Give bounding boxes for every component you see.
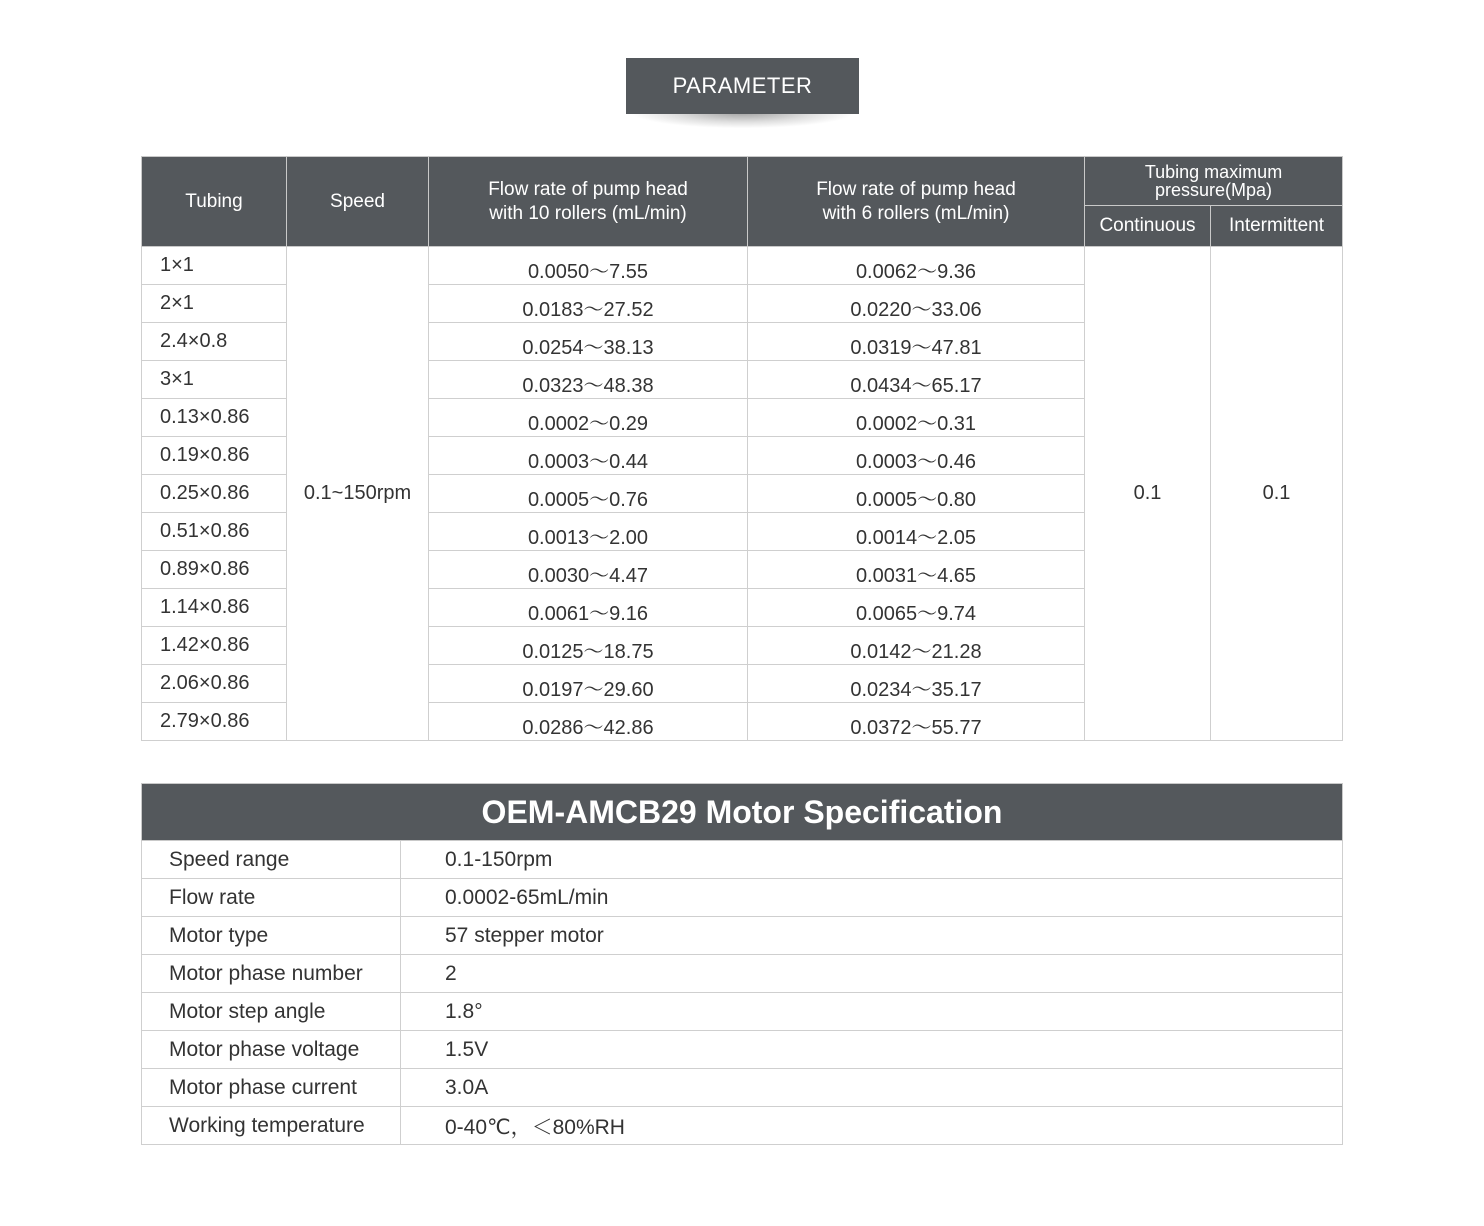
flow-10-rollers-cell: 0.0254～38.13: [429, 323, 748, 361]
flow-10-rollers-cell: 0.0002～0.29: [429, 399, 748, 437]
header-intermittent: Intermittent: [1211, 206, 1343, 247]
flow-10-rollers-cell: 0.0323～48.38: [429, 361, 748, 399]
header-speed: Speed: [287, 157, 429, 247]
parameter-badge-title: PARAMETER: [626, 58, 859, 114]
flow-6-rollers-cell: 0.0234～35.17: [748, 665, 1085, 703]
tubing-cell: 2×1: [142, 285, 287, 323]
spec-row: [142, 841, 1343, 879]
spec-label: Motor phase voltage: [142, 1031, 401, 1069]
flow-6-rollers-cell: 0.0220～33.06: [748, 285, 1085, 323]
flow-10-rollers-cell: 0.0003～0.44: [429, 437, 748, 475]
tubing-cell: 0.13×0.86: [142, 399, 287, 437]
spec-label: Motor step angle: [142, 993, 401, 1031]
header-pressure-line-1: Tubing maximum: [1144, 162, 1283, 182]
spec-row: [142, 1069, 1343, 1107]
flow-6-rollers-cell: 0.0003～0.46: [748, 437, 1085, 475]
header-flow-6-line-2: with 6 rollers (mL/min): [822, 202, 1010, 224]
flow-10-rollers-cell: 0.0013～2.00: [429, 513, 748, 551]
spec-value: 0-40℃，＜80%RH: [401, 1107, 1343, 1145]
motor-spec-table: [141, 783, 1343, 1145]
spec-label: Speed range: [142, 841, 401, 879]
spec-value: 57 stepper motor: [401, 917, 1343, 955]
header-flow-10-rollers: [429, 157, 748, 247]
continuous-pressure-cell: 0.1: [1085, 247, 1211, 741]
spec-row: [142, 993, 1343, 1031]
tubing-cell: 3×1: [142, 361, 287, 399]
tubing-cell: 2.06×0.86: [142, 665, 287, 703]
spec-value: 0.1-150rpm: [401, 841, 1343, 879]
flow-10-rollers-cell: 0.0030～4.47: [429, 551, 748, 589]
spec-value: 1.8°: [401, 993, 1343, 1031]
flow-10-rollers-cell: 0.0125～18.75: [429, 627, 748, 665]
tubing-cell: 1.42×0.86: [142, 627, 287, 665]
flow-6-rollers-cell: 0.0319～47.81: [748, 323, 1085, 361]
spec-label: Flow rate: [142, 879, 401, 917]
spec-row: [142, 955, 1343, 993]
tubing-cell: 1.14×0.86: [142, 589, 287, 627]
flow-10-rollers-cell: 0.0061～9.16: [429, 589, 748, 627]
flow-6-rollers-cell: 0.0031～4.65: [748, 551, 1085, 589]
spec-value: 0.0002-65mL/min: [401, 879, 1343, 917]
spec-label: Working temperature: [142, 1107, 401, 1145]
tubing-cell: 0.19×0.86: [142, 437, 287, 475]
speed-cell: 0.1~150rpm: [287, 247, 429, 741]
flow-6-rollers-cell: 0.0014～2.05: [748, 513, 1085, 551]
header-tubing: Tubing: [142, 157, 287, 247]
intermittent-pressure-cell: 0.1: [1211, 247, 1343, 741]
header-flow-10-line-1: Flow rate of pump head: [488, 178, 688, 200]
spec-label: Motor type: [142, 917, 401, 955]
flow-10-rollers-cell: 0.0183～27.52: [429, 285, 748, 323]
tubing-cell: 2.4×0.8: [142, 323, 287, 361]
tubing-cell: 1×1: [142, 247, 287, 285]
header-tubing-pressure: [1085, 157, 1343, 206]
flow-10-rollers-cell: 0.0286～42.86: [429, 703, 748, 741]
header-flow-6-line-1: Flow rate of pump head: [816, 178, 1016, 200]
spec-row: [142, 1031, 1343, 1069]
flow-6-rollers-cell: 0.0434～65.17: [748, 361, 1085, 399]
flow-10-rollers-cell: 0.0197～29.60: [429, 665, 748, 703]
flow-6-rollers-cell: 0.0062～9.36: [748, 247, 1085, 285]
tubing-cell: 2.79×0.86: [142, 703, 287, 741]
tubing-cell: 0.25×0.86: [142, 475, 287, 513]
header-flow-10-line-2: with 10 rollers (mL/min): [489, 202, 687, 224]
header-pressure-line-2: pressure(Mpa): [1154, 180, 1273, 200]
flow-6-rollers-cell: 0.0372～55.77: [748, 703, 1085, 741]
tubing-cell: 0.51×0.86: [142, 513, 287, 551]
spec-row: [142, 1107, 1343, 1145]
flow-10-rollers-cell: 0.0050～7.55: [429, 247, 748, 285]
flow-6-rollers-cell: 0.0005～0.80: [748, 475, 1085, 513]
table-row: [142, 247, 1343, 285]
spec-row: [142, 917, 1343, 955]
spec-row: [142, 879, 1343, 917]
spec-label: Motor phase current: [142, 1069, 401, 1107]
spec-label: Motor phase number: [142, 955, 401, 993]
flow-6-rollers-cell: 0.0002～0.31: [748, 399, 1085, 437]
header-flow-6-rollers: [748, 157, 1085, 247]
header-continuous: Continuous: [1085, 206, 1211, 247]
spec-value: 3.0A: [401, 1069, 1343, 1107]
parameter-table: [141, 156, 1343, 741]
tubing-cell: 0.89×0.86: [142, 551, 287, 589]
spec-value: 1.5V: [401, 1031, 1343, 1069]
flow-6-rollers-cell: 0.0065～9.74: [748, 589, 1085, 627]
motor-spec-title: OEM-AMCB29 Motor Specification: [142, 784, 1343, 841]
flow-10-rollers-cell: 0.0005～0.76: [429, 475, 748, 513]
parameter-badge: [626, 58, 859, 130]
spec-value: 2: [401, 955, 1343, 993]
badge-shadow: [632, 112, 853, 128]
flow-6-rollers-cell: 0.0142～21.28: [748, 627, 1085, 665]
